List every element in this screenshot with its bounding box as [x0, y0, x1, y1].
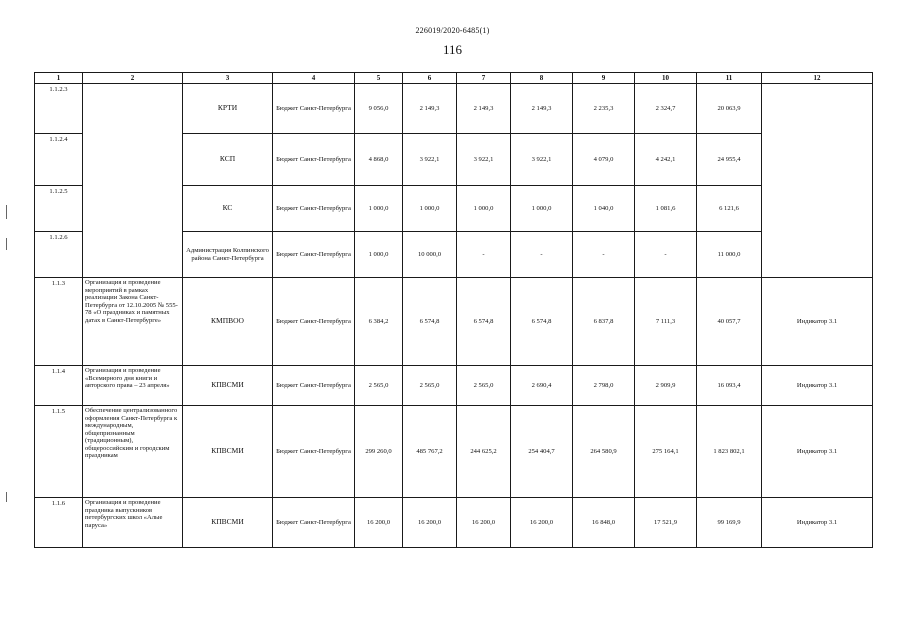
value-cell: 1 000,0	[457, 186, 511, 232]
row-executor: КРТИ	[183, 84, 273, 134]
value-cell: 6 574,8	[511, 278, 573, 366]
row-name	[83, 84, 183, 278]
column-header: 5	[355, 73, 403, 84]
value-cell: 1 000,0	[403, 186, 457, 232]
value-cell: 4 868,0	[355, 134, 403, 186]
value-cell: 16 200,0	[457, 498, 511, 548]
table-row	[35, 366, 873, 406]
row-indicator: Индикатор 3.1	[762, 278, 873, 366]
value-cell: 17 521,9	[635, 498, 697, 548]
row-code: 1.1.2.4	[35, 134, 83, 186]
row-name: Обеспечение централизованного оформления Санкт-Петербурга к международным, общепризнанным (традиционным), общероссийским и городским праздникам	[83, 406, 183, 498]
value-cell: 16 200,0	[403, 498, 457, 548]
row-source: Бюджет Санкт-Петербурга	[273, 84, 355, 134]
value-cell: -	[635, 232, 697, 278]
column-header: 11	[697, 73, 762, 84]
value-cell: 4 079,0	[573, 134, 635, 186]
row-name: Организация и проведение «Всемирного дня книги и авторского права – 23 апреля»	[83, 366, 183, 406]
row-code: 1.1.2.3	[35, 84, 83, 134]
budget-table	[34, 72, 873, 548]
value-cell: 2 690,4	[511, 366, 573, 406]
total-cell: 1 823 802,1	[697, 406, 762, 498]
value-cell: 7 111,3	[635, 278, 697, 366]
row-source: Бюджет Санкт-Петербурга	[273, 498, 355, 548]
value-cell: 2 565,0	[355, 366, 403, 406]
column-header: 3	[183, 73, 273, 84]
value-cell: 2 798,0	[573, 366, 635, 406]
table-row	[35, 278, 873, 366]
value-cell: 16 848,0	[573, 498, 635, 548]
row-executor: КПВСМИ	[183, 498, 273, 548]
row-code: 1.1.4	[35, 366, 83, 406]
total-cell: 40 057,7	[697, 278, 762, 366]
column-header: 7	[457, 73, 511, 84]
row-indicator	[762, 84, 873, 278]
table-header-row	[35, 73, 873, 84]
row-code: 1.1.2.6	[35, 232, 83, 278]
column-header: 2	[83, 73, 183, 84]
row-source: Бюджет Санкт-Петербурга	[273, 366, 355, 406]
column-header: 6	[403, 73, 457, 84]
table-row	[35, 406, 873, 498]
total-cell: 99 169,9	[697, 498, 762, 548]
value-cell: 2 149,3	[511, 84, 573, 134]
value-cell: 16 200,0	[355, 498, 403, 548]
column-header: 8	[511, 73, 573, 84]
row-indicator: Индикатор 3.1	[762, 406, 873, 498]
value-cell: 2 324,7	[635, 84, 697, 134]
value-cell: 16 200,0	[511, 498, 573, 548]
row-executor: КПВСМИ	[183, 406, 273, 498]
total-cell: 20 063,9	[697, 84, 762, 134]
value-cell: 254 404,7	[511, 406, 573, 498]
row-code: 1.1.2.5	[35, 186, 83, 232]
row-code: 1.1.3	[35, 278, 83, 366]
value-cell: 1 040,0	[573, 186, 635, 232]
row-source: Бюджет Санкт-Петербурга	[273, 134, 355, 186]
column-header: 12	[762, 73, 873, 84]
row-code: 1.1.5	[35, 406, 83, 498]
value-cell: 2 565,0	[403, 366, 457, 406]
value-cell: 2 149,3	[457, 84, 511, 134]
value-cell: 264 580,9	[573, 406, 635, 498]
value-cell: 3 922,1	[457, 134, 511, 186]
total-cell: 11 000,0	[697, 232, 762, 278]
row-executor: КПВСМИ	[183, 366, 273, 406]
row-indicator: Индикатор 3.1	[762, 366, 873, 406]
table-row	[35, 84, 873, 134]
value-cell: 1 000,0	[355, 186, 403, 232]
scan-mark	[6, 205, 7, 219]
value-cell: 6 837,8	[573, 278, 635, 366]
value-cell: 299 260,0	[355, 406, 403, 498]
scan-mark	[6, 492, 7, 502]
value-cell: 6 384,2	[355, 278, 403, 366]
row-indicator: Индикатор 3.1	[762, 498, 873, 548]
total-cell: 6 121,6	[697, 186, 762, 232]
value-cell: 2 565,0	[457, 366, 511, 406]
value-cell: 3 922,1	[403, 134, 457, 186]
value-cell: 2 909,9	[635, 366, 697, 406]
row-executor: Администрация Колпинского района Санкт-Петербурга	[183, 232, 273, 278]
value-cell: 1 081,6	[635, 186, 697, 232]
column-header: 9	[573, 73, 635, 84]
row-code: 1.1.6	[35, 498, 83, 548]
row-source: Бюджет Санкт-Петербурга	[273, 186, 355, 232]
value-cell: 1 000,0	[511, 186, 573, 232]
value-cell: 6 574,8	[457, 278, 511, 366]
value-cell: 4 242,1	[635, 134, 697, 186]
total-cell: 24 955,4	[697, 134, 762, 186]
value-cell: 1 000,0	[355, 232, 403, 278]
total-cell: 16 093,4	[697, 366, 762, 406]
row-source: Бюджет Санкт-Петербурга	[273, 278, 355, 366]
value-cell: 6 574,8	[403, 278, 457, 366]
table-row	[35, 498, 873, 548]
value-cell: 275 164,1	[635, 406, 697, 498]
value-cell: 2 235,3	[573, 84, 635, 134]
value-cell: -	[573, 232, 635, 278]
value-cell: 2 149,3	[403, 84, 457, 134]
value-cell: 485 767,2	[403, 406, 457, 498]
page-number: 116	[442, 42, 463, 57]
row-executor: КСП	[183, 134, 273, 186]
column-header: 4	[273, 73, 355, 84]
value-cell: 9 056,0	[355, 84, 403, 134]
scan-mark	[6, 238, 7, 250]
row-name: Организация и проведение мероприятий в рамках реализации Закона Санкт-Петербурга от 12.10.2005 № 555-78 «О праздниках и памятных датах в Санкт-Петербурге»	[83, 278, 183, 366]
row-source: Бюджет Санкт-Петербурга	[273, 232, 355, 278]
value-cell: 10 000,0	[403, 232, 457, 278]
row-source: Бюджет Санкт-Петербурга	[273, 406, 355, 498]
column-header: 1	[35, 73, 83, 84]
value-cell: -	[511, 232, 573, 278]
column-header: 10	[635, 73, 697, 84]
value-cell: 3 922,1	[511, 134, 573, 186]
row-executor: КМПВОО	[183, 278, 273, 366]
row-name: Организация и проведение праздника выпускников петербургских школ «Алые паруса»	[83, 498, 183, 548]
value-cell: 244 625,2	[457, 406, 511, 498]
document-id: 226019/2020-6485(1)	[415, 26, 490, 35]
value-cell: -	[457, 232, 511, 278]
row-executor: КС	[183, 186, 273, 232]
